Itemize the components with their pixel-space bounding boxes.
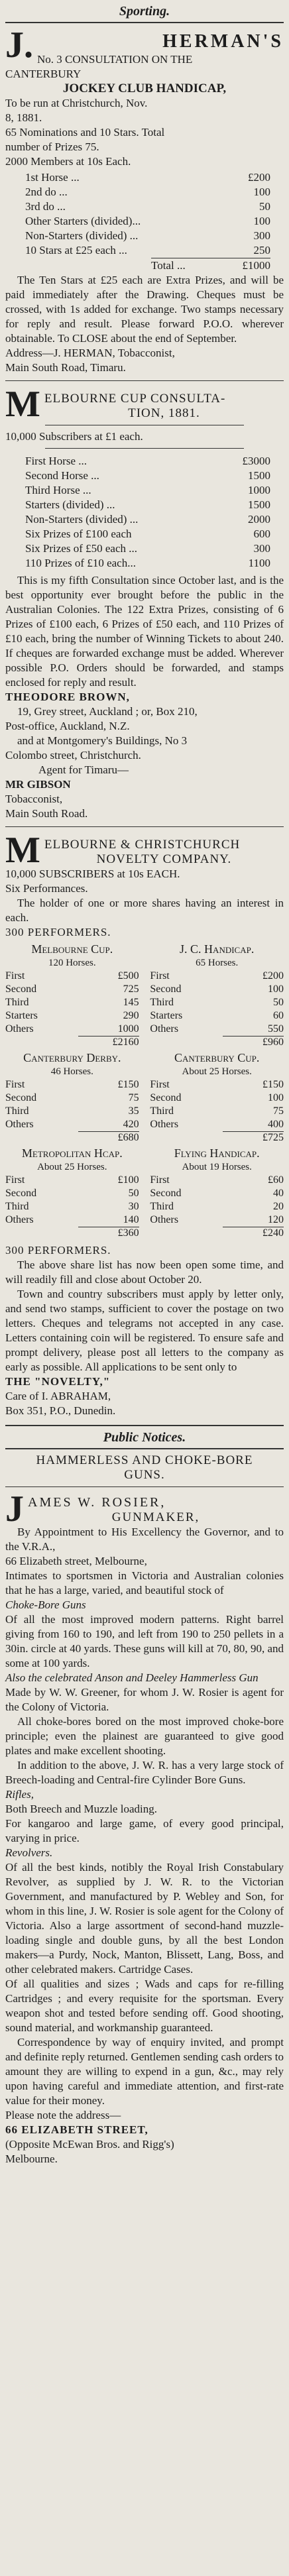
hermans-prize-amount: 50 [259, 200, 270, 213]
novelty-race-label: Others [5, 1119, 34, 1130]
novelty-race-label: Starters [150, 1010, 183, 1021]
novelty-race-label: Starters [5, 1010, 38, 1021]
rosier-p16: Correspondence by way of enquiry invited, and prompt and definite reply returned. Gentlemen sending cash orders to amount they are willing to expend in a gun, &c., may rely upon having careful and immediate attention, and first-rate value for their money. [5, 2036, 284, 2107]
novelty-race-row [5, 1023, 139, 1036]
rosier-p2: 66 Elizabeth street, Melbourne, [5, 1555, 147, 1567]
novelty-race-row [5, 1092, 139, 1105]
novelty-race-horses: 46 Horses. [50, 1066, 93, 1077]
novelty-race-amount: 35 [128, 1105, 139, 1117]
hermans-address2: Main South Road, Timaru. [5, 361, 126, 374]
melbourne-cup-prize-label: Six Prizes of £100 each [25, 528, 132, 540]
novelty-table-pair [5, 1147, 284, 1239]
novelty-race-row [150, 1187, 284, 1200]
novelty-title3: 10,000 SUBSCRIBERS at 10s EACH. [5, 868, 180, 880]
rosier-p11: Both Breech and Muzzle loading. [5, 1803, 157, 1815]
novelty-dropcap: M [5, 832, 40, 867]
novelty-box: Box 351, P.O., Dunedin. [5, 1404, 116, 1417]
novelty-race-amount: 1000 [117, 1023, 139, 1035]
rosier-trade: GUNMAKER, [111, 1510, 200, 1524]
novelty-race-row [5, 1200, 139, 1213]
melbourne-cup-title1: ELBOURNE CUP CONSULTA- [44, 392, 226, 406]
novelty-race-row [5, 983, 139, 996]
melbourne-cup-prize-label: 110 Prizes of £10 each... [25, 557, 136, 569]
melbourne-cup-prize-row [25, 469, 270, 483]
hermans-line1: No. 3 CONSULTATION ON THE [37, 53, 193, 66]
novelty-body1: The above share list has now been open some time, and will readily fill and close about October 20. [5, 1259, 284, 1286]
melbourne-cup-prize-label: Third Horse ... [25, 484, 91, 496]
novelty-race-amount: 550 [268, 1023, 284, 1035]
novelty-race-label: First [5, 970, 25, 981]
novelty-race-total: £680 [78, 1131, 139, 1144]
novelty-table-pair [5, 1051, 284, 1144]
melbourne-cup-prize-amount: 1000 [248, 484, 270, 496]
melbourne-cup-addr2: Post-office, Auckland, N.Z. [5, 720, 130, 732]
divider [5, 380, 284, 381]
novelty-race-label: Second [150, 1092, 182, 1103]
hermans-prize-amount: 100 [253, 186, 270, 198]
novelty-race-title: J. C. Handicap. [180, 942, 255, 956]
novelty-race-row [150, 1009, 284, 1023]
novelty-race-amount: 20 [273, 1201, 284, 1212]
novelty-race-label: First [5, 1079, 25, 1090]
novelty-race-label: Others [5, 1023, 34, 1035]
melbourne-cup-prize-label: Non-Starters (divided) ... [25, 513, 139, 526]
hermans-dropcap: J. [5, 27, 33, 66]
melbourne-cup-prize-row [25, 527, 270, 541]
novelty-race-row [150, 1213, 284, 1227]
novelty-race-label: First [150, 1174, 170, 1186]
novelty-race-title: Metropolitan Hcap. [21, 1147, 123, 1160]
novelty-race-horses: 120 Horses. [48, 958, 96, 968]
melbourne-cup-prize-row [25, 556, 270, 571]
novelty-race-row [150, 996, 284, 1009]
novelty-race-amount: £100 [117, 1174, 139, 1186]
novelty-table-pair [5, 942, 284, 1048]
hermans-prize-amount: 100 [253, 215, 270, 227]
section-heading-sporting: Sporting. [5, 0, 284, 23]
novelty-race-total: £360 [78, 1227, 139, 1239]
novelty-race-horses: About 25 Horses. [37, 1162, 107, 1172]
novelty-race-label: Second [5, 1188, 37, 1199]
hermans-name: HERMAN'S [162, 31, 284, 52]
melbourne-cup-addr3: and at Montgomery's Buildings, No 3 [17, 734, 188, 747]
hermans-prize-row [25, 170, 270, 185]
hermans-prize-amount: 250 [253, 244, 270, 256]
hermans-prize-label: Non-Starters (divided) ... [25, 229, 139, 242]
novelty-intro: The holder of one or more shares having an interest in each. [5, 897, 284, 924]
novelty-race-amount: 145 [123, 997, 139, 1008]
novelty-race-amount: 75 [273, 1105, 284, 1117]
rosier-p20: Melbourne. [5, 2153, 58, 2165]
novelty-race-amount: 40 [273, 1188, 284, 1199]
hermans-prize-label: 3rd do ... [25, 200, 66, 213]
novelty-race-table [5, 1051, 139, 1144]
hermans-line5: 8, 1881. [5, 111, 42, 124]
novelty-race-total: £240 [223, 1227, 284, 1239]
novelty-title2: NOVELTY COMPANY. [96, 852, 232, 866]
novelty-race-row [5, 970, 139, 983]
novelty-race-label: Second [150, 1188, 182, 1199]
melbourne-cup-prize-amount: 1100 [248, 557, 270, 569]
rosier-p13: Revolvers. [5, 1846, 53, 1859]
novelty-race-label: Others [150, 1214, 179, 1225]
rosier-advert [5, 1453, 284, 2166]
melbourne-cup-prize-amount: 600 [253, 528, 270, 540]
novelty-race-label: Third [5, 1201, 29, 1212]
novelty-race-row [5, 1174, 139, 1187]
novelty-race-row [5, 996, 139, 1009]
novelty-race-amount: 100 [268, 983, 284, 995]
hermans-total: Total ... £1000 [151, 259, 270, 272]
melbourne-cup-title2: TION, 1881. [128, 406, 200, 420]
rosier-p8: All choke-bores bored on the most improved choke-bore principle; even the plainest are guaranteed to give good plates and make excellent shooting. [5, 1715, 284, 1757]
novelty-the-novelty: THE "NOVELTY," [5, 1375, 111, 1388]
novelty-race-amount: 120 [268, 1214, 284, 1225]
melbourne-cup-agent: Agent for Timaru— [38, 763, 129, 776]
section-heading-public-notices: Public Notices. [5, 1425, 284, 1449]
hermans-prize-row [25, 214, 270, 229]
novelty-race-row [150, 1092, 284, 1105]
novelty-race-row [150, 1023, 284, 1036]
novelty-race-horses: 65 Horses. [196, 958, 239, 968]
novelty-race-amount: 50 [128, 1188, 139, 1199]
advertisement-column [5, 0, 284, 2166]
novelty-race-row [5, 1009, 139, 1023]
melbourne-cup-dropcap: M [5, 386, 40, 421]
novelty-race-amount: £150 [117, 1079, 139, 1090]
melbourne-cup-prize-label: Starters (divided) ... [25, 498, 115, 511]
novelty-race-row [150, 1105, 284, 1118]
novelty-body2: Town and country subscribers must apply by letter only, and send two stamps, sufficient to cover the postage on two letters. Cheques and telegrams not accepted in any case. Letters containing coin will be registered. To ensure safe and prompt delivery, please post all letters to the company as early as possible. All applications to be sent only to [5, 1288, 284, 1373]
hermans-body: The Ten Stars at £25 each are Extra Prizes, and will be paid immediately after the Drawing. Cheques must be crossed, with 1s added for exchange. Two stamps necessary for reply and result. Please forward P.O.O. wherever obtainable. To CLOSE about the end of September. [5, 274, 284, 345]
melbourne-cup-prize-row [25, 541, 270, 556]
melbourne-cup-agent-line3: Main South Road. [5, 807, 88, 820]
novelty-race-label: Third [5, 1105, 29, 1117]
melbourne-cup-prize-row [25, 454, 270, 469]
hermans-prize-label: 2nd do ... [25, 186, 68, 198]
novelty-race-amount: 30 [128, 1201, 139, 1212]
novelty-race-total: £960 [223, 1036, 284, 1048]
novelty-race-row [150, 970, 284, 983]
melbourne-cup-addr4: Colombo street, Christchurch. [5, 749, 141, 761]
hermans-prize-label: Other Starters (divided)... [25, 215, 141, 227]
hermans-prize-row [25, 185, 270, 199]
melbourne-cup-prize-amount: 300 [253, 542, 270, 555]
novelty-race-table [150, 1051, 284, 1144]
novelty-race-row [5, 1118, 139, 1131]
melbourne-cup-prize-row [25, 512, 270, 527]
hermans-prize-row [25, 229, 270, 243]
novelty-race-label: Second [5, 1092, 37, 1103]
novelty-race-label: Third [150, 997, 174, 1008]
melbourne-cup-prize-list [5, 454, 284, 571]
novelty-race-total: £2160 [78, 1036, 139, 1048]
novelty-race-total: £725 [223, 1131, 284, 1144]
rosier-p18: 66 ELIZABETH STREET, [5, 2123, 148, 2136]
rosier-dropcap: J [5, 1491, 24, 1525]
melbourne-cup-prize-row [25, 498, 270, 512]
melbourne-cup-prize-label: First Horse ... [25, 455, 87, 467]
hermans-address1: Address—J. HERMAN, Tobacconist, [5, 347, 175, 359]
novelty-race-row [5, 1213, 139, 1227]
rosier-p19: (Opposite McEwan Bros. and Rigg's) [5, 2138, 174, 2151]
melbourne-cup-subscribers: 10,000 Subscribers at £1 each. [5, 430, 143, 443]
hermans-advert [5, 27, 284, 375]
novelty-race-horses: About 25 Horses. [182, 1066, 252, 1077]
rosier-p5: Of all the most improved modern patterns. Right barrel giving from 160 to 190, and left from 190 to 250 pellets in a 30in. circle at 40 yards. These guns will kill at 70, 80, 90, and some at 100 yards. [5, 1613, 284, 1669]
novelty-race-table [150, 942, 284, 1048]
rosier-p3: Intimates to sportsmen in Victoria and Australian colonies that he has a large, varied, and beautiful stock of [5, 1569, 284, 1596]
novelty-race-row [150, 1078, 284, 1092]
novelty-race-label: Others [150, 1023, 179, 1035]
novelty-race-label: Others [5, 1214, 34, 1225]
novelty-race-label: First [150, 1079, 170, 1090]
melbourne-cup-advert [5, 386, 284, 821]
melbourne-cup-prize-row [25, 483, 270, 498]
novelty-tables [5, 942, 284, 1239]
novelty-race-table [5, 942, 139, 1048]
novelty-advert [5, 832, 284, 1418]
melbourne-cup-prize-amount: £3000 [242, 455, 270, 467]
novelty-race-amount: £500 [117, 970, 139, 981]
rosier-p6: Also the celebrated Anson and Deeley Hammerless Gun [5, 1671, 259, 1684]
novelty-race-title: Melbourne Cup. [31, 942, 113, 956]
novelty-race-row [150, 1118, 284, 1131]
novelty-race-label: Second [5, 983, 37, 995]
hermans-prize-label: 1st Horse ... [25, 171, 80, 184]
hermans-prize-amount: £200 [248, 171, 270, 184]
novelty-race-row [150, 1200, 284, 1213]
novelty-race-row [5, 1105, 139, 1118]
novelty-race-amount: 290 [123, 1010, 139, 1021]
rosier-p9: In addition to the above, J. W. R. has a very large stock of Breech-loading and Central-fire Cylinder Bore Guns. [5, 1759, 284, 1786]
novelty-race-amount: 100 [268, 1092, 284, 1103]
novelty-race-amount: 75 [128, 1092, 139, 1103]
novelty-care: Care of I. ABRAHAM, [5, 1390, 111, 1402]
hermans-prize-amount: 300 [253, 229, 270, 242]
hermans-line4: To be run at Christchurch, Nov. [5, 97, 148, 109]
novelty-title4: Six Performances. [5, 882, 88, 895]
melbourne-cup-prize-label: Second Horse ... [25, 469, 99, 482]
rosier-p17: Please note the address— [5, 2109, 121, 2121]
novelty-race-label: Third [5, 997, 29, 1008]
melbourne-cup-agent-line2: Tobacconist, [5, 793, 63, 805]
rosier-heading1: HAMMERLESS AND CHOKE-BORE [36, 1453, 253, 1467]
novelty-race-amount: £60 [268, 1174, 284, 1186]
novelty-race-label: Third [150, 1105, 174, 1117]
novelty-race-row [5, 1187, 139, 1200]
hermans-line7: number of Prizes 75. [5, 140, 99, 153]
novelty-race-row [150, 983, 284, 996]
novelty-race-amount: 400 [268, 1119, 284, 1130]
novelty-race-title: Canterbury Cup. [174, 1051, 260, 1064]
melbourne-cup-prize-amount: 2000 [248, 513, 270, 526]
rosier-heading2: GUNS. [124, 1468, 165, 1482]
hermans-line8: 2000 Members at 10s Each. [5, 155, 131, 168]
melbourne-cup-addr1: 19, Grey street, Auckland ; or, Box 210, [17, 705, 198, 718]
novelty-race-row [5, 1078, 139, 1092]
novelty-title1: ELBOURNE & CHRISTCHURCH [44, 838, 241, 852]
hermans-line6: 65 Nominations and 10 Stars. Total [5, 126, 165, 139]
novelty-race-horses: About 19 Horses. [182, 1162, 252, 1172]
novelty-race-table [150, 1147, 284, 1239]
rosier-name: AMES W. ROSIER, [28, 1495, 166, 1510]
novelty-race-table [5, 1147, 139, 1239]
novelty-race-amount: 725 [123, 983, 139, 995]
novelty-performers2: 300 PERFORMERS. [5, 1244, 111, 1257]
hermans-prize-label: 10 Stars at £25 each ... [25, 244, 127, 256]
hermans-line3: JOCKEY CLUB HANDICAP, [62, 82, 227, 95]
rosier-p1: By Appointment to His Excellency the Governor, and to the V.R.A., [5, 1526, 284, 1553]
melbourne-cup-prize-amount: 1500 [248, 469, 270, 482]
hermans-prize-row [25, 199, 270, 214]
rosier-p4: Choke-Bore Guns [5, 1598, 86, 1611]
novelty-race-label: Second [150, 983, 182, 995]
novelty-race-label: Third [150, 1201, 174, 1212]
melbourne-cup-prize-label: Six Prizes of £50 each ... [25, 542, 138, 555]
rosier-p12: For kangaroo and large game, of every good principal, varying in price. [5, 1817, 284, 1844]
hermans-line2: CANTERBURY [5, 68, 82, 80]
novelty-race-amount: 60 [273, 1010, 284, 1021]
novelty-race-row [150, 1174, 284, 1187]
melbourne-cup-name: THEODORE BROWN, [5, 691, 130, 703]
novelty-race-title: Flying Handicap. [174, 1147, 260, 1160]
novelty-race-label: Others [150, 1119, 179, 1130]
novelty-race-amount: 140 [123, 1214, 139, 1225]
novelty-race-amount: £150 [262, 1079, 284, 1090]
melbourne-cup-prize-amount: 1500 [248, 498, 270, 511]
rosier-p10: Rifles, [5, 1788, 34, 1801]
novelty-performers: 300 PERFORMERS. [5, 926, 111, 938]
novelty-race-title: Canterbury Derby. [23, 1051, 121, 1064]
novelty-race-amount: 420 [123, 1119, 139, 1130]
novelty-race-label: First [5, 1174, 25, 1186]
rosier-p15: Of all qualities and sizes ; Wads and caps for re-filling Cartridges ; and every requisite for the sportsman. Every weapon shot and tested before sending off. Good shooting, sound material, and workmanship guaranteed. [5, 1978, 284, 2034]
hermans-prize-row [25, 243, 270, 258]
rosier-p14: Of all the best kinds, notibly the Royal Irish Constabulary Revolver, as supplied by J. W. R. to the Victorian Government, and manufactured by P. Webley and Son, for whom in this line, J. W. Rosier is sole agent for the Colony of Victoria. Also a large assortment of second-hand muzzle-loading single and double guns, by all the best London makers—a Purdy, Nock, Manton, Blissett, Lang, Boss, and other celebrated makers. Cartridge Cases. [5, 1861, 284, 1976]
melbourne-cup-body: This is my fifth Consultation since October last, and is the best opportunity ever brought before the public in the Australian Colonies. The 122 Extra Prizes, consisting of 6 Prizes of £100 each, 6 Prizes of £50 each, and 110 Prizes of £10 each, bring the number of Winning Tickets to about 240. If cheques are forwarded exchange must be added. Wherever possible P.O. Orders should be forwarded, and stamps enclosed for reply and result. [5, 574, 284, 689]
novelty-race-amount: £200 [262, 970, 284, 981]
melbourne-cup-agent-name: MR GIBSON [5, 778, 71, 791]
divider [5, 826, 284, 827]
novelty-race-amount: 50 [273, 997, 284, 1008]
novelty-race-label: First [150, 970, 170, 981]
hermans-prize-list [5, 169, 284, 258]
rosier-p7: Made by W. W. Greener, for whom J. W. Rosier is agent for the Colony of Victoria. [5, 1686, 284, 1713]
